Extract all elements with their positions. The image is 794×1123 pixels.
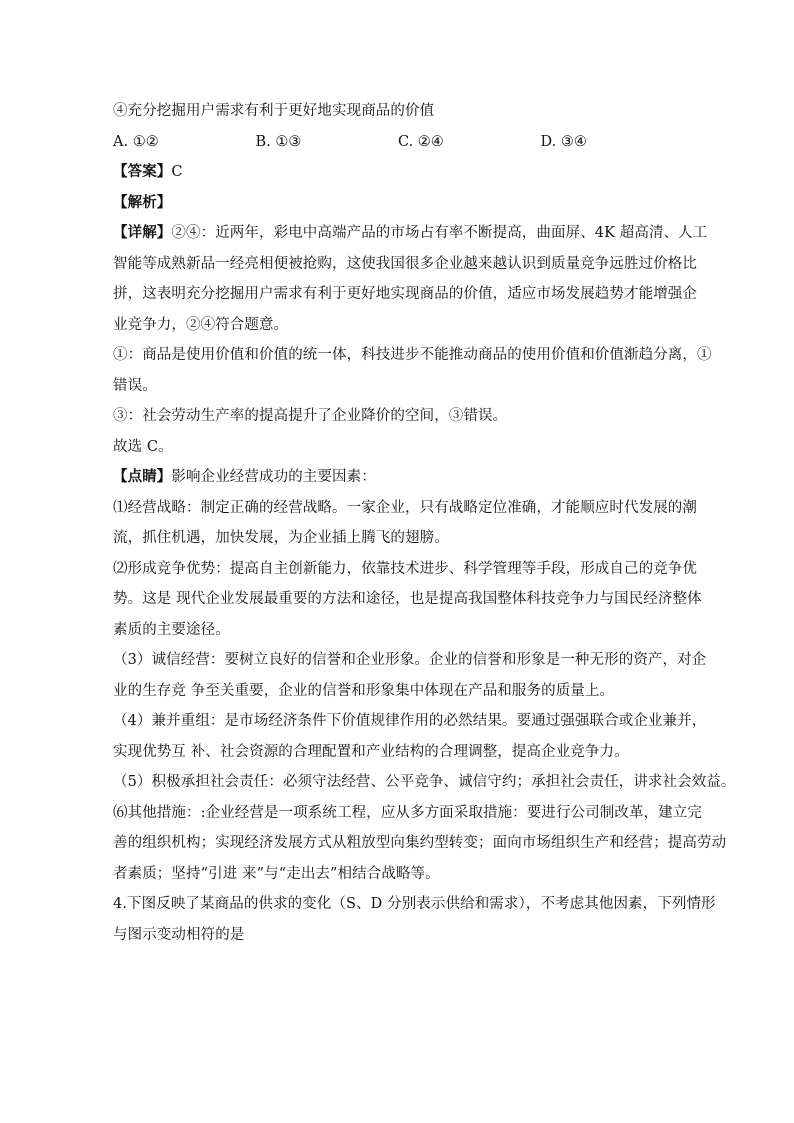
detail-label: 【详解】	[113, 224, 172, 241]
tip-line-6: （3）诚信经营：要树立良好的信誉和企业形象。企业的信誉和形象是一种无形的资产，对企	[113, 652, 707, 668]
document-page	[113, 96, 736, 950]
tip-line-3: ⑵形成竞争优势：提高自主创新能力，依靠技术进步、科学管理等手段，形成自己的竞争优	[113, 560, 697, 577]
option-a: A. ①②	[113, 133, 159, 150]
question-option-statement-4: ④充分挖掘用户需求有利于更好地实现商品的价值	[113, 103, 435, 119]
detail-line-8: 故选 C。	[113, 438, 173, 455]
tip-line-1: ⑴经营战略：制定正确的经营战略。一家企业，只有战略定位准确，才能顺应时代发展的潮	[113, 499, 697, 516]
option-c: C. ②④	[398, 133, 444, 150]
detail-text-1: ②④：近两年，彩电中高端产品的市场占有率不断提高，曲面屏、4K 超高清、人工	[171, 225, 708, 241]
tip-intro: 影响企业经营成功的主要因素：	[171, 469, 376, 485]
answer-options	[113, 127, 683, 158]
next-question-line-1: 4.下图反映了某商品的供求的变化（S、D 分别表示供给和需求），不考虑其他因素，下列情形	[113, 896, 716, 912]
detail-line-5: ①：商品是使用价值和价值的统一体，科技进步不能推动商品的使用价值和价值渐趋分离，①	[113, 347, 712, 363]
tip-line-2: 流，抓住机遇，加快发展，为企业插上腾飞的翅膀。	[113, 530, 449, 546]
answer-value: C	[171, 164, 183, 180]
tip-line-9: 实现优势互 补、社会资源的合理配置和产业结构的合理调整，提高企业竞争力。	[113, 743, 629, 760]
next-question-line-2: 与图示变动相符的是	[113, 926, 245, 943]
detail-line-6: 错误。	[113, 377, 157, 394]
tip-line-11: ⑹其他措施：:企业经营是一项系统工程，应从多方面采取措施：要进行公司制改革，建立完	[113, 804, 702, 821]
detail-line-4: 业竞争力，②④符合题意。	[113, 316, 289, 333]
tip-line-4: 势。这是 现代企业发展最重要的方法和途径，也是提高我国整体科技竞争力与国民经济整体	[113, 591, 702, 607]
tip-line-10: （5）积极承担社会责任：必须守法经营、公平竞争、诚信守约；承担社会责任，讲求社会效益。	[113, 774, 736, 790]
detail-line-1	[113, 218, 708, 249]
option-b: B. ①③	[255, 133, 302, 150]
detail-line-3: 拼，这表明充分挖掘用户需求有利于更好地实现商品的价值，适应市场发展趋势才能增强企	[113, 286, 697, 302]
tip-label: 【点睛】	[113, 468, 172, 485]
detail-line-2: 智能等成熟新品一经亮相便被抢购，这使我国很多企业越来越认识到质量竞争远胜过价格比	[113, 255, 697, 272]
option-d: D. ③④	[540, 133, 587, 150]
analysis-label: 【解析】	[113, 193, 172, 211]
detail-line-7: ③：社会劳动生产率的提高提升了企业降价的空间，③错误。	[113, 408, 508, 424]
answer-line	[113, 157, 683, 188]
tip-line-7: 业的生存竞 争至关重要，企业的信誉和形象集中体现在产品和服务的质量上。	[113, 682, 615, 699]
tip-line-12: 善的组织机构；实现经济发展方式从粗放型向集约型转变；面向市场组织生产和经营；提高劳动	[113, 835, 727, 851]
tip-line-13: 者素质；坚持“引进 来”与“走出去”相结合战略等。	[113, 865, 440, 882]
tip-line-8: （4）兼并重组：是市场经济条件下价值规律作用的必然结果。要通过强强联合或企业兼并，	[113, 713, 707, 729]
answer-label: 【答案】	[113, 163, 172, 180]
tip-heading	[113, 462, 683, 493]
tip-line-5: 素质的主要途径。	[113, 621, 230, 638]
